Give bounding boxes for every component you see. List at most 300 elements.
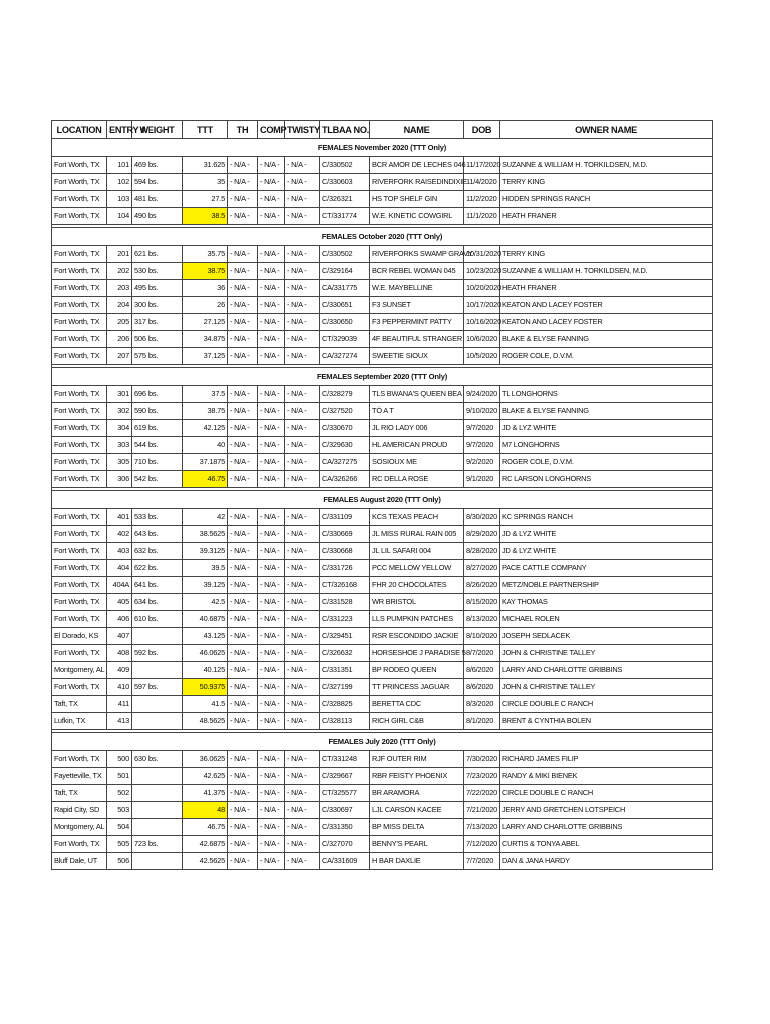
- cell-ttt: 35: [183, 174, 228, 191]
- table-row: [52, 280, 713, 297]
- col-ttt: TTT: [183, 121, 228, 139]
- cell-th: - N/A -: [228, 280, 258, 297]
- cell-tlbaa: C/329630: [320, 437, 370, 454]
- cell-tlbaa: C/330651: [320, 297, 370, 314]
- cell-th: - N/A -: [228, 509, 258, 526]
- cell-ttt: 40.6875: [183, 611, 228, 628]
- cell-location: Fort Worth, TX: [52, 645, 107, 662]
- col-comp: COMP: [258, 121, 285, 139]
- cell-comp: - N/A -: [258, 403, 285, 420]
- cell-location: Lufkin, TX: [52, 713, 107, 730]
- cell-twisty: - N/A -: [285, 560, 320, 577]
- cell-tlbaa: CT/326168: [320, 577, 370, 594]
- cell-location: Montgomery, AL: [52, 662, 107, 679]
- table-row: [52, 297, 713, 314]
- cell-th: - N/A -: [228, 679, 258, 696]
- cell-th: - N/A -: [228, 543, 258, 560]
- cell-comp: - N/A -: [258, 509, 285, 526]
- cell-entry: 500: [107, 751, 132, 768]
- cell-name: TT PRINCESS JAGUAR: [370, 679, 464, 696]
- table-row: [52, 420, 713, 437]
- cell-entry: 306: [107, 471, 132, 488]
- table-header: [52, 121, 713, 139]
- cell-th: - N/A -: [228, 386, 258, 403]
- cell-entry: 203: [107, 280, 132, 297]
- cell-location: Fort Worth, TX: [52, 157, 107, 174]
- cell-weight: 696 lbs.: [132, 386, 183, 403]
- cell-dob: 10/23/2020: [464, 263, 500, 280]
- cell-ttt: 27.5: [183, 191, 228, 208]
- cell-weight: 710 lbs.: [132, 454, 183, 471]
- cell-tlbaa: C/330502: [320, 157, 370, 174]
- cell-name: FHR 20 CHOCOLATES: [370, 577, 464, 594]
- cell-twisty: - N/A -: [285, 713, 320, 730]
- cell-ttt: 42.125: [183, 420, 228, 437]
- cell-tlbaa: C/326632: [320, 645, 370, 662]
- cell-th: - N/A -: [228, 403, 258, 420]
- cell-twisty: - N/A -: [285, 802, 320, 819]
- cell-dob: 7/13/2020: [464, 819, 500, 836]
- table-row: [52, 645, 713, 662]
- cell-twisty: - N/A -: [285, 853, 320, 870]
- cell-name: RICH GIRL C&B: [370, 713, 464, 730]
- cell-th: - N/A -: [228, 331, 258, 348]
- table-row: [52, 751, 713, 768]
- cell-ttt: 38.75: [183, 263, 228, 280]
- cell-th: - N/A -: [228, 420, 258, 437]
- cell-twisty: - N/A -: [285, 331, 320, 348]
- cell-weight: 622 lbs.: [132, 560, 183, 577]
- cell-tlbaa: C/327070: [320, 836, 370, 853]
- table-row: [52, 628, 713, 645]
- cell-twisty: - N/A -: [285, 628, 320, 645]
- cell-twisty: - N/A -: [285, 679, 320, 696]
- cell-owner: MICHAEL ROLEN: [500, 611, 713, 628]
- cell-tlbaa: CA/331775: [320, 280, 370, 297]
- cell-owner: KEATON AND LACEY FOSTER: [500, 297, 713, 314]
- cell-owner: CIRCLE DOUBLE C RANCH: [500, 696, 713, 713]
- cell-owner: BRENT & CYNTHIA BOLEN: [500, 713, 713, 730]
- cell-ttt: 36.0625: [183, 751, 228, 768]
- cell-entry: 401: [107, 509, 132, 526]
- cell-ttt: 46.0625: [183, 645, 228, 662]
- section-header: [52, 491, 713, 509]
- cell-location: Fort Worth, TX: [52, 509, 107, 526]
- cell-entry: 404: [107, 560, 132, 577]
- cell-ttt: 48: [183, 802, 228, 819]
- cell-comp: - N/A -: [258, 263, 285, 280]
- cell-owner: JD & LYZ WHITE: [500, 543, 713, 560]
- cell-entry: 104: [107, 208, 132, 225]
- cell-dob: 8/7/2020: [464, 645, 500, 662]
- cell-ttt: 26: [183, 297, 228, 314]
- section-title: FEMALES September 2020 (TTT Only): [52, 368, 713, 386]
- cell-tlbaa: C/328113: [320, 713, 370, 730]
- cell-owner: JD & LYZ WHITE: [500, 420, 713, 437]
- cell-comp: - N/A -: [258, 611, 285, 628]
- cell-th: - N/A -: [228, 577, 258, 594]
- table-row: [52, 768, 713, 785]
- cell-tlbaa: C/331351: [320, 662, 370, 679]
- table-row: [52, 314, 713, 331]
- cell-weight: 495 lbs.: [132, 280, 183, 297]
- cell-dob: 9/24/2020: [464, 386, 500, 403]
- table-row: [52, 577, 713, 594]
- cell-name: HL AMERICAN PROUD: [370, 437, 464, 454]
- cell-tlbaa: C/329451: [320, 628, 370, 645]
- cell-ttt: 39.5: [183, 560, 228, 577]
- cell-owner: BLAKE & ELYSE FANNING: [500, 331, 713, 348]
- cell-location: Fort Worth, TX: [52, 174, 107, 191]
- cell-name: W.E. MAYBELLINE: [370, 280, 464, 297]
- cell-twisty: - N/A -: [285, 768, 320, 785]
- cell-name: LJL CARSON KACEE: [370, 802, 464, 819]
- cell-dob: 9/7/2020: [464, 437, 500, 454]
- cell-name: JL LIL SAFARI 004: [370, 543, 464, 560]
- cell-ttt: 39.3125: [183, 543, 228, 560]
- cell-name: HS TOP SHELF GIN: [370, 191, 464, 208]
- cell-tlbaa: C/331726: [320, 560, 370, 577]
- cell-entry: 410: [107, 679, 132, 696]
- cell-th: - N/A -: [228, 314, 258, 331]
- cell-entry: 501: [107, 768, 132, 785]
- table-row: [52, 853, 713, 870]
- cell-weight: 506 lbs.: [132, 331, 183, 348]
- cell-twisty: - N/A -: [285, 314, 320, 331]
- cell-weight: 490 lbs: [132, 208, 183, 225]
- cell-weight: 643 lbs.: [132, 526, 183, 543]
- cell-location: Fort Worth, TX: [52, 560, 107, 577]
- cell-twisty: - N/A -: [285, 348, 320, 365]
- cell-entry: 503: [107, 802, 132, 819]
- cell-weight: 533 lbs.: [132, 509, 183, 526]
- table-row: [52, 526, 713, 543]
- cell-owner: SUZANNE & WILLIAM H. TORKILDSEN, M.D.: [500, 157, 713, 174]
- cell-twisty: - N/A -: [285, 174, 320, 191]
- cell-name: RSR ESCONDIDO JACKIE: [370, 628, 464, 645]
- col-location: LOCATION: [52, 121, 107, 139]
- table-row: [52, 509, 713, 526]
- cell-owner: ROGER COLE, D.V.M.: [500, 454, 713, 471]
- cell-tlbaa: CT/325577: [320, 785, 370, 802]
- cell-twisty: - N/A -: [285, 208, 320, 225]
- cell-entry: 405: [107, 594, 132, 611]
- cell-dob: 8/29/2020: [464, 526, 500, 543]
- cell-location: Fort Worth, TX: [52, 543, 107, 560]
- cell-entry: 204: [107, 297, 132, 314]
- cell-tlbaa: C/330669: [320, 526, 370, 543]
- cell-dob: 8/27/2020: [464, 560, 500, 577]
- cell-owner: TERRY KING: [500, 246, 713, 263]
- cell-owner: TERRY KING: [500, 174, 713, 191]
- cell-owner: HEATH FRANER: [500, 280, 713, 297]
- cell-owner: ROGER COLE, D.V.M.: [500, 348, 713, 365]
- table-body: [52, 139, 713, 870]
- cell-dob: 10/20/2020: [464, 280, 500, 297]
- cell-ttt: 42.5625: [183, 853, 228, 870]
- cell-twisty: - N/A -: [285, 751, 320, 768]
- cell-th: - N/A -: [228, 297, 258, 314]
- cell-name: H BAR DAXLIE: [370, 853, 464, 870]
- cell-ttt: 40: [183, 437, 228, 454]
- cell-th: - N/A -: [228, 560, 258, 577]
- cell-ttt: 34.875: [183, 331, 228, 348]
- cell-th: - N/A -: [228, 768, 258, 785]
- cell-entry: 303: [107, 437, 132, 454]
- cell-name: RJF OUTER RIM: [370, 751, 464, 768]
- cell-location: Taft, TX: [52, 785, 107, 802]
- cell-comp: - N/A -: [258, 543, 285, 560]
- table-row: [52, 819, 713, 836]
- cell-location: Fort Worth, TX: [52, 471, 107, 488]
- col-tlbaa: TLBAA NO.: [320, 121, 370, 139]
- cell-dob: 10/6/2020: [464, 331, 500, 348]
- table-row: [52, 174, 713, 191]
- cell-twisty: - N/A -: [285, 543, 320, 560]
- section-header: [52, 368, 713, 386]
- table-row: [52, 437, 713, 454]
- cell-comp: - N/A -: [258, 594, 285, 611]
- cell-twisty: - N/A -: [285, 437, 320, 454]
- cell-ttt: 41.5: [183, 696, 228, 713]
- cell-dob: 10/31/2020: [464, 246, 500, 263]
- cell-weight: [132, 662, 183, 679]
- cell-name: BR ARAMORA: [370, 785, 464, 802]
- cell-twisty: - N/A -: [285, 611, 320, 628]
- col-twisty: TWISTY: [285, 121, 320, 139]
- cell-weight: [132, 768, 183, 785]
- cell-dob: 8/30/2020: [464, 509, 500, 526]
- cell-twisty: - N/A -: [285, 509, 320, 526]
- cell-weight: 575 lbs.: [132, 348, 183, 365]
- cell-owner: JOHN & CHRISTINE TALLEY: [500, 645, 713, 662]
- cell-entry: 408: [107, 645, 132, 662]
- cell-twisty: - N/A -: [285, 386, 320, 403]
- cell-dob: 10/5/2020: [464, 348, 500, 365]
- cell-ttt: 38.75: [183, 403, 228, 420]
- cell-dob: 7/23/2020: [464, 768, 500, 785]
- cell-comp: - N/A -: [258, 560, 285, 577]
- col-owner: OWNER NAME: [500, 121, 713, 139]
- cell-location: El Dorado, KS: [52, 628, 107, 645]
- cell-tlbaa: C/328279: [320, 386, 370, 403]
- table-row: [52, 785, 713, 802]
- table-row: [52, 679, 713, 696]
- cell-comp: - N/A -: [258, 314, 285, 331]
- cell-comp: - N/A -: [258, 386, 285, 403]
- col-th: TH: [228, 121, 258, 139]
- table-row: [52, 696, 713, 713]
- col-name: NAME: [370, 121, 464, 139]
- cell-location: Fort Worth, TX: [52, 526, 107, 543]
- cell-th: - N/A -: [228, 611, 258, 628]
- cell-owner: KAY THOMAS: [500, 594, 713, 611]
- cell-name: PCC MELLOW YELLOW: [370, 560, 464, 577]
- cell-owner: CURTIS & TONYA ABEL: [500, 836, 713, 853]
- cell-dob: 7/7/2020: [464, 853, 500, 870]
- cell-tlbaa: C/330650: [320, 314, 370, 331]
- table-row: [52, 611, 713, 628]
- table-row: [52, 386, 713, 403]
- cell-name: KCS TEXAS PEACH: [370, 509, 464, 526]
- cell-comp: - N/A -: [258, 679, 285, 696]
- section-title: FEMALES November 2020 (TTT Only): [52, 139, 713, 157]
- cell-dob: 8/3/2020: [464, 696, 500, 713]
- table-row: [52, 543, 713, 560]
- cell-dob: 11/17/2020: [464, 157, 500, 174]
- cell-entry: 402: [107, 526, 132, 543]
- cell-weight: 544 lbs.: [132, 437, 183, 454]
- cell-comp: - N/A -: [258, 420, 285, 437]
- cell-weight: [132, 802, 183, 819]
- cell-owner: JD & LYZ WHITE: [500, 526, 713, 543]
- cell-weight: 723 lbs.: [132, 836, 183, 853]
- cell-dob: 8/13/2020: [464, 611, 500, 628]
- table-row: [52, 208, 713, 225]
- cell-name: BP MISS DELTA: [370, 819, 464, 836]
- cell-ttt: 50.9375: [183, 679, 228, 696]
- table-row: [52, 802, 713, 819]
- cell-tlbaa: C/327520: [320, 403, 370, 420]
- cell-ttt: 27.125: [183, 314, 228, 331]
- table-row: [52, 471, 713, 488]
- cell-owner: M7 LONGHORNS: [500, 437, 713, 454]
- cell-comp: - N/A -: [258, 768, 285, 785]
- cell-comp: - N/A -: [258, 751, 285, 768]
- cell-th: - N/A -: [228, 713, 258, 730]
- cell-name: F3 SUNSET: [370, 297, 464, 314]
- cell-owner: DAN & JANA HARDY: [500, 853, 713, 870]
- cell-weight: [132, 696, 183, 713]
- cell-comp: - N/A -: [258, 348, 285, 365]
- cell-weight: 530 lbs.: [132, 263, 183, 280]
- cell-comp: - N/A -: [258, 713, 285, 730]
- cell-tlbaa: C/331350: [320, 819, 370, 836]
- cell-location: Fort Worth, TX: [52, 263, 107, 280]
- cell-comp: - N/A -: [258, 785, 285, 802]
- cell-owner: LARRY AND CHARLOTTE GRIBBINS: [500, 819, 713, 836]
- cell-name: 4F BEAUTIFUL STRANGER: [370, 331, 464, 348]
- cell-tlbaa: CT/331248: [320, 751, 370, 768]
- cell-location: Fort Worth, TX: [52, 751, 107, 768]
- cell-th: - N/A -: [228, 645, 258, 662]
- cell-dob: 9/1/2020: [464, 471, 500, 488]
- cell-name: TÖ A T: [370, 403, 464, 420]
- cell-location: Fort Worth, TX: [52, 420, 107, 437]
- cell-location: Fort Worth, TX: [52, 403, 107, 420]
- cell-tlbaa: C/328825: [320, 696, 370, 713]
- section-header: [52, 139, 713, 157]
- cell-dob: 9/2/2020: [464, 454, 500, 471]
- cell-th: - N/A -: [228, 696, 258, 713]
- cell-entry: 301: [107, 386, 132, 403]
- cell-twisty: - N/A -: [285, 471, 320, 488]
- cell-tlbaa: CT/329039: [320, 331, 370, 348]
- cell-name: RBR FEISTY PHOENIX: [370, 768, 464, 785]
- table-row: [52, 713, 713, 730]
- cell-owner: KEATON AND LACEY FOSTER: [500, 314, 713, 331]
- cell-weight: 542 lbs.: [132, 471, 183, 488]
- cell-ttt: 39.125: [183, 577, 228, 594]
- cell-location: Taft, TX: [52, 696, 107, 713]
- cell-tlbaa: C/326321: [320, 191, 370, 208]
- cell-ttt: 42.625: [183, 768, 228, 785]
- cell-location: Fort Worth, TX: [52, 386, 107, 403]
- cell-weight: 317 lbs.: [132, 314, 183, 331]
- cell-owner: TL LONGHORNS: [500, 386, 713, 403]
- cell-weight: 592 lbs.: [132, 645, 183, 662]
- cell-ttt: 37.5: [183, 386, 228, 403]
- cell-owner: RANDY & MIKI BIENEK: [500, 768, 713, 785]
- cell-weight: 481 lbs.: [132, 191, 183, 208]
- cell-entry: 506: [107, 853, 132, 870]
- cell-owner: PACE CATTLE COMPANY: [500, 560, 713, 577]
- cell-entry: 404A: [107, 577, 132, 594]
- cell-dob: 8/26/2020: [464, 577, 500, 594]
- cell-location: Montgomery, AL: [52, 819, 107, 836]
- cell-owner: SUZANNE & WILLIAM H. TORKILDSEN, M.D.: [500, 263, 713, 280]
- cell-comp: - N/A -: [258, 280, 285, 297]
- cell-dob: 11/2/2020: [464, 191, 500, 208]
- cell-th: - N/A -: [228, 191, 258, 208]
- cell-ttt: 42.5: [183, 594, 228, 611]
- cell-weight: [132, 853, 183, 870]
- results-table: [51, 120, 713, 870]
- cell-twisty: - N/A -: [285, 297, 320, 314]
- cell-entry: 504: [107, 819, 132, 836]
- cell-weight: [132, 628, 183, 645]
- cell-tlbaa: C/331528: [320, 594, 370, 611]
- cell-comp: - N/A -: [258, 297, 285, 314]
- cell-weight: [132, 785, 183, 802]
- cell-twisty: - N/A -: [285, 836, 320, 853]
- cell-ttt: 36: [183, 280, 228, 297]
- cell-ttt: 48.5625: [183, 713, 228, 730]
- cell-dob: 7/30/2020: [464, 751, 500, 768]
- cell-name: BERETTA CDC: [370, 696, 464, 713]
- cell-location: Fort Worth, TX: [52, 594, 107, 611]
- cell-th: - N/A -: [228, 802, 258, 819]
- cell-twisty: - N/A -: [285, 420, 320, 437]
- cell-th: - N/A -: [228, 662, 258, 679]
- cell-comp: - N/A -: [258, 208, 285, 225]
- cell-owner: HEATH FRANER: [500, 208, 713, 225]
- cell-th: - N/A -: [228, 751, 258, 768]
- cell-entry: 102: [107, 174, 132, 191]
- cell-name: SWEETIE SIOUX: [370, 348, 464, 365]
- cell-th: - N/A -: [228, 594, 258, 611]
- cell-name: RIVERFORKS SWAMP GRAVY: [370, 246, 464, 263]
- cell-th: - N/A -: [228, 174, 258, 191]
- cell-entry: 103: [107, 191, 132, 208]
- cell-twisty: - N/A -: [285, 246, 320, 263]
- cell-twisty: - N/A -: [285, 662, 320, 679]
- cell-comp: - N/A -: [258, 174, 285, 191]
- cell-dob: 7/22/2020: [464, 785, 500, 802]
- cell-ttt: 40.125: [183, 662, 228, 679]
- cell-dob: 7/21/2020: [464, 802, 500, 819]
- cell-comp: - N/A -: [258, 526, 285, 543]
- cell-comp: - N/A -: [258, 696, 285, 713]
- cell-dob: 8/6/2020: [464, 662, 500, 679]
- cell-comp: - N/A -: [258, 454, 285, 471]
- cell-name: BENNY'S PEARL: [370, 836, 464, 853]
- section-title: FEMALES October 2020 (TTT Only): [52, 228, 713, 246]
- cell-tlbaa: C/327199: [320, 679, 370, 696]
- cell-th: - N/A -: [228, 836, 258, 853]
- cell-weight: 634 lbs.: [132, 594, 183, 611]
- cell-name: TLS BWANA'S QUEEN BEA: [370, 386, 464, 403]
